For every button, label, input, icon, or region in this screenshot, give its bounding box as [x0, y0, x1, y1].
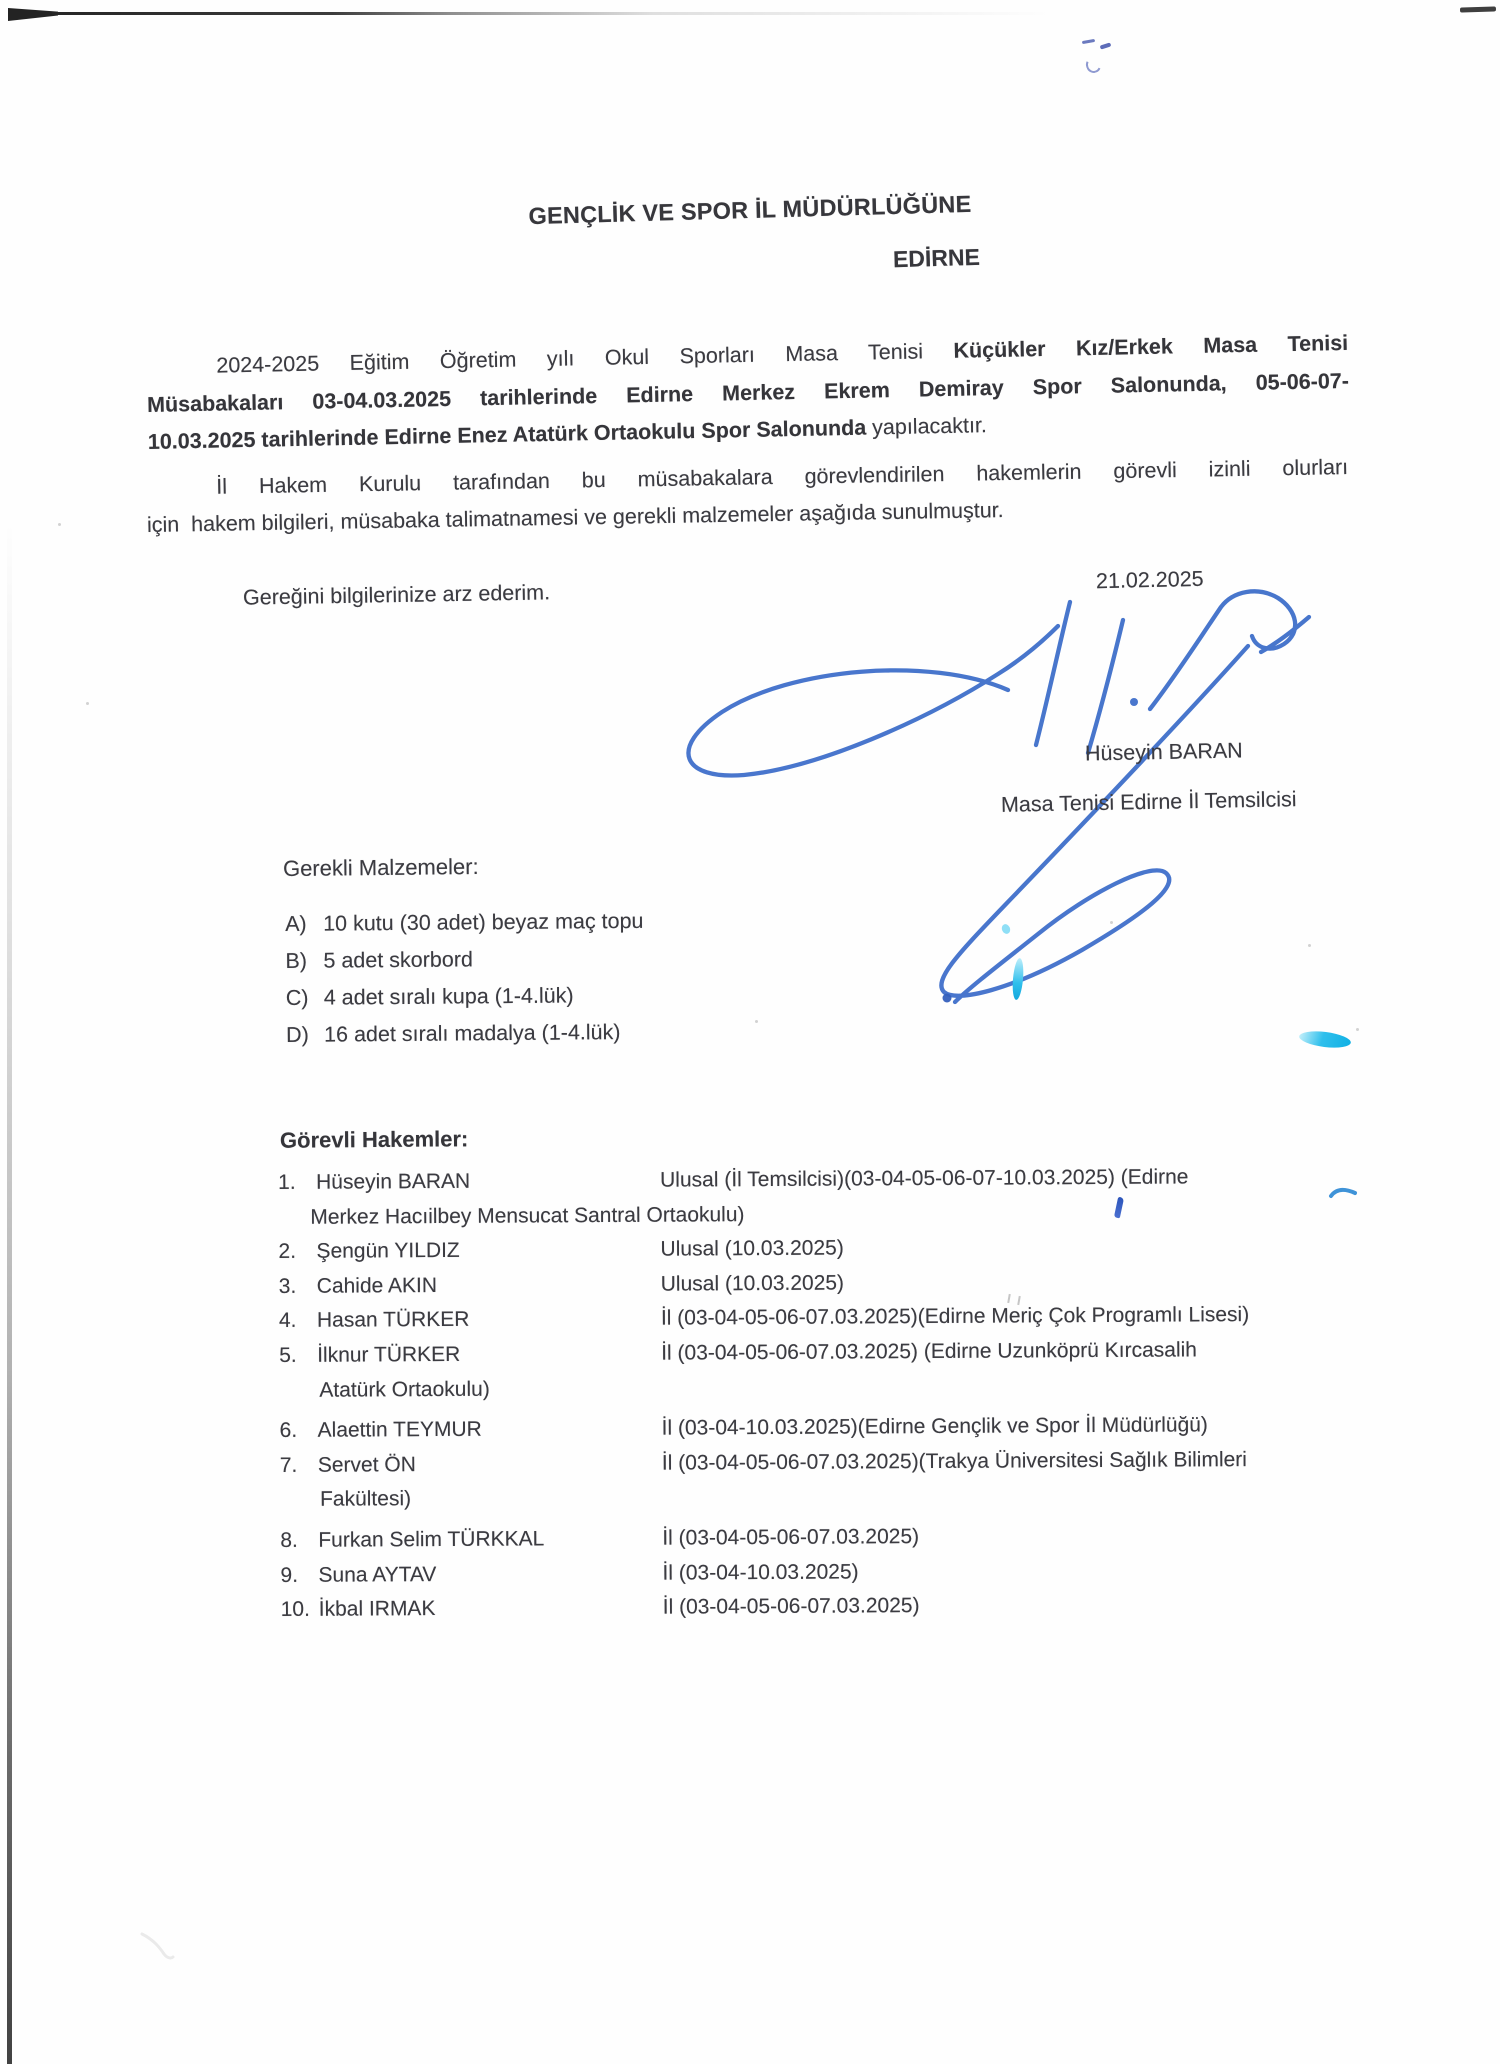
referee-role: İl (03-04-10.03.2025) [662, 1559, 859, 1585]
materials-item-label: C) [285, 985, 309, 1010]
referee-number: 7. [279, 1453, 298, 1477]
intro-line-1: 2024-2025 Eğitim Öğretim yılı Okul Sporları Masa Tenisi Küçükler Kız/Erkek Masa Tenisi [216, 330, 1349, 378]
referee-number: 6. [279, 1419, 298, 1443]
referee-role: İl (03-04-10.03.2025)(Edirne Gençlik ve Spor İl Müdürlüğü) [661, 1413, 1208, 1440]
referee-row [281, 1586, 1441, 1628]
referee-role: İl (03-04-05-06-07.03.2025) [662, 1525, 920, 1550]
referee-role: İl (03-04-05-06-07.03.2025) (Edirne Uzunköprü Kırcasalih [661, 1338, 1198, 1365]
scan-artifact-top-line [52, 12, 1052, 15]
referee-number: 5. [279, 1343, 297, 1367]
detail-line-2: için hakem bilgileri, müsabaka talimatnamesi ve gerekli malzemeler aşağıda sunulmuştur. [146, 498, 1004, 537]
referee-row [278, 1159, 1438, 1201]
materials-item-text: 5 adet skorbord [323, 947, 473, 973]
scan-artifact-left-edge-line [7, 520, 12, 2064]
intro-paragraph [146, 325, 1350, 462]
materials-item-text: 16 adet sıralı madalya (1-4.lük) [324, 1020, 621, 1047]
scan-artifact-topright-dash [1460, 6, 1496, 12]
referee-row [280, 1442, 1440, 1484]
referee-name: Suna AYTAV [318, 1562, 437, 1587]
referee-role: İl (03-04-05-06-07.03.2025)(Edirne Meriç Çok Programlı Lisesi) [660, 1303, 1250, 1331]
letter-date: 21.02.2025 [1095, 566, 1204, 594]
referees-heading: Görevli Hakemler: [279, 1126, 469, 1153]
intro-line-2: Müsabakaları 03-04.03.2025 tarihlerinde Edirne Merkez Ekrem Demiray Spor Salonunda, 05-06-07- [146, 368, 1350, 417]
scan-speck [86, 702, 89, 705]
ink-mark-topright-2 [1100, 42, 1112, 49]
referee-number: 10. [280, 1597, 310, 1622]
materials-heading: Gerekli Malzemeler: [282, 853, 479, 882]
signer-title: Masa Tenisi Edirne İl Temsilcisi [1000, 787, 1297, 817]
referee-name: İkbal IRMAK [318, 1597, 436, 1621]
referee-name: Servet ÖN [317, 1452, 416, 1477]
materials-list [285, 903, 645, 1054]
referee-number: 9. [280, 1563, 299, 1587]
referee-number: 3. [278, 1274, 297, 1298]
signer-name: Hüseyin BARAN [1084, 738, 1243, 766]
scan-speck [58, 523, 61, 526]
referee-number: 1. [278, 1170, 296, 1194]
referee-role: Ulusal (10.03.2025) [660, 1271, 845, 1296]
materials-item-label: B) [285, 948, 308, 973]
scan-faint-squiggle [140, 1930, 176, 1964]
referee-role: Ulusal (10.03.2025) [660, 1236, 844, 1261]
closing-line: Gereğini bilgilerinize arz ederim. [242, 580, 551, 610]
materials-item [286, 977, 645, 1017]
scan-speck [1356, 1028, 1359, 1031]
detail-paragraph [146, 449, 1349, 544]
referee-number: 4. [278, 1309, 297, 1333]
scan-artifact-top-wedge [8, 8, 58, 21]
referee-name: Cahide AKIN [316, 1273, 438, 1298]
referee-name: Furkan Selim TÜRKKAL [318, 1527, 545, 1552]
page-title: GENÇLİK VE SPOR İL MÜDÜRLÜĞÜNE [528, 190, 972, 230]
referee-name: Hasan TÜRKER [316, 1308, 470, 1333]
intro-line-3: 10.03.2025 tarihlerinde Edirne Enez Atatürk Ortaokulu Spor Salonunda yapılacaktır. [147, 413, 988, 454]
referee-role: İl (03-04-05-06-07.03.2025) [662, 1594, 920, 1619]
referee-role-continuation: Atatürk Ortaokulu) [319, 1377, 490, 1402]
materials-item [285, 903, 644, 943]
referee-role-continuation: Merkez Hacıilbey Mensucat Santral Ortaokulu) [310, 1202, 745, 1229]
materials-item [286, 1014, 645, 1054]
referee-role-continuation: Fakültesi) [319, 1487, 412, 1512]
ink-mark-topright-curl [1084, 55, 1104, 75]
referee-name: Alaettin TEYMUR [317, 1417, 482, 1442]
referee-number: 2. [278, 1240, 297, 1264]
materials-item-text: 4 adet sıralı kupa (1-4.lük) [323, 983, 574, 1010]
referee-number: 8. [280, 1528, 298, 1552]
materials-item-label: D) [286, 1022, 309, 1047]
highlighter-streak [1298, 1029, 1351, 1050]
detail-line-1: İl Hakem Kurulu tarafından bu müsabakalara görevlendirilen hakemlerin görevli izinli olurları [216, 455, 1349, 499]
referee-name: Şengün YILDIZ [316, 1239, 460, 1263]
city-line: EDİRNE [892, 243, 981, 273]
referees-list [278, 1159, 1441, 1628]
referee-row [279, 1332, 1439, 1374]
materials-item-text: 10 kutu (30 adet) beyaz maç topu [323, 908, 644, 936]
referee-role: İl (03-04-05-06-07.03.2025)(Trakya Üniversitesi Sağlık Bilimleri [661, 1447, 1248, 1475]
materials-item [285, 940, 644, 980]
referee-name: Hüseyin BARAN [316, 1169, 471, 1194]
referee-name: İlknur TÜRKER [317, 1342, 461, 1367]
referee-role: Ulusal (İl Temsilcisi)(03-04-05-06-07-10.03.2025) (Edirne [660, 1165, 1189, 1192]
ink-mark-topright-1 [1082, 39, 1095, 44]
materials-item-label: A) [285, 911, 307, 936]
